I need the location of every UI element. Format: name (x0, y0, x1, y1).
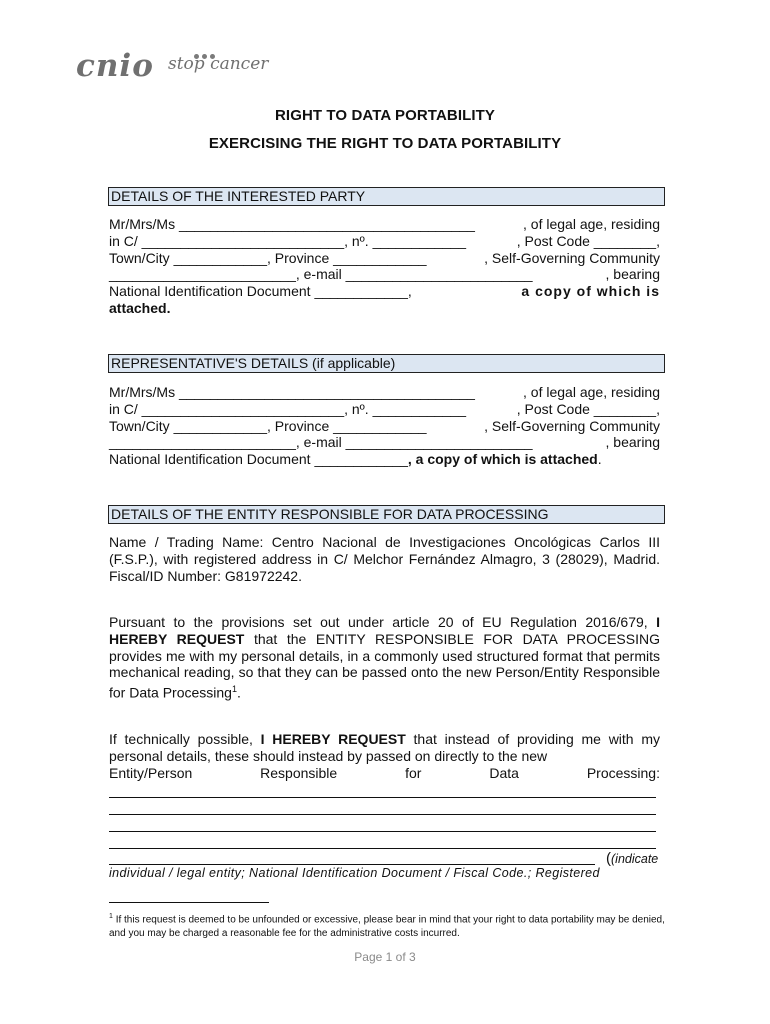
postcode-field: , Post Code ________, (516, 232, 660, 249)
request-transfer-lastline (109, 765, 660, 782)
request-text: that the ENTITY RESPONSIBLE FOR DATA PROCESSING provides me with my personal details, in a commonly used structured format that permits mechanical reading, so that they can be passed onto the new Person/Entity Responsible for Data Processing (109, 630, 660, 701)
request-portability-paragraph (109, 614, 660, 702)
logo-brand: cnio (76, 48, 154, 84)
field-row (109, 434, 660, 451)
request-text: If technically possible, (109, 731, 261, 747)
request-emphasis: I HEREBY REQUEST (260, 731, 406, 747)
field-row (109, 233, 660, 250)
field-row (109, 451, 660, 468)
postcode-field: , Post Code ________, (516, 400, 660, 417)
id-document-field: National Identification Document ____________, (109, 283, 412, 300)
request-text: that instead of providing me with my personal details, these should instead by passed on directly to the new (109, 731, 660, 764)
page-number: Page 1 of 3 (354, 950, 416, 964)
field-row (109, 283, 660, 300)
footnote-ref: 1 (231, 684, 237, 695)
period: . (236, 684, 241, 701)
request-transfer-paragraph (109, 731, 660, 765)
name-field: Mr/Mrs/Ms ______________________________________ (109, 216, 475, 232)
footnote-mark: 1 (109, 913, 113, 920)
blank-line (109, 864, 595, 865)
street-field: in C/ __________________________, nº. ____________ (109, 232, 467, 249)
blank-line (109, 848, 656, 849)
word: Processing: (586, 765, 660, 781)
section-header-representative: REPRESENTATIVE'S DETAILS (if applicable) (108, 354, 665, 373)
entity-details: Name / Trading Name: Centro Nacional de Investigaciones Oncológicas Carlos III (F.S.P.), with registered address in C/ Melchor Fernández Almagro, 3 (28029), Madrid. Fiscal/ID Number: G81972242. (109, 534, 660, 584)
field-row (109, 216, 660, 233)
representative-fields (109, 384, 660, 468)
footnote-rule (109, 902, 269, 903)
field-row (109, 418, 660, 435)
field-label: , of legal age, residing (523, 216, 660, 232)
blank-line (109, 797, 656, 798)
field-row (109, 401, 660, 418)
field-row (109, 266, 660, 283)
word: Data (489, 765, 519, 781)
justified-line (109, 765, 660, 782)
field-row (109, 250, 660, 267)
field-row (109, 384, 660, 401)
street-field: in C/ __________________________, nº. ____________ (109, 400, 467, 417)
section-header-interested-party: DETAILS OF THE INTERESTED PARTY (108, 187, 665, 206)
field-label: , Self-Governing Community (484, 417, 660, 434)
indicate-label: ((indicate (606, 850, 659, 867)
attachment-note-end: attached. (109, 299, 171, 316)
cnio-logo (76, 42, 306, 90)
blank-line (109, 831, 656, 832)
attachment-note: , a copy of which is attached (407, 451, 598, 468)
section-header-entity: DETAILS OF THE ENTITY RESPONSIBLE FOR DATA PROCESSING (108, 505, 665, 524)
request-text: Pursuant to the provisions set out under article 20 of EU Regulation 2016/679, (109, 614, 657, 630)
blank-line (109, 814, 656, 815)
interested-party-fields (109, 216, 660, 317)
indicate-text: (indicate (611, 852, 659, 866)
field-label: , of legal age, residing (523, 384, 660, 400)
footnote (109, 910, 669, 941)
field-row (109, 300, 660, 317)
email-field: ________________________, e-mail ________________________ (109, 266, 533, 283)
logo-tagline: stop cancer (168, 54, 269, 74)
word: Responsible (260, 765, 338, 781)
town-province-field: Town/City ____________, Province ____________ (109, 249, 427, 266)
indicate-instructions: individual / legal entity; National Identification Document / Fiscal Code.; Registered (109, 866, 600, 880)
field-label: , Self-Governing Community (484, 249, 660, 266)
document-title: RIGHT TO DATA PORTABILITY (275, 107, 495, 124)
email-field: ________________________, e-mail ________________________ (109, 434, 533, 451)
request-emphasis: I HEREBY REQUEST (109, 614, 660, 647)
id-document-field: National Identification Document ____________ (109, 451, 408, 468)
period: . (597, 451, 602, 468)
attachment-note: a copy of which is (521, 283, 660, 300)
footnote-text: If this request is deemed to be unfounded or excessive, please bear in mind that your right to data portability may be denied, and you may be charged a reasonable fee for the administrative costs incurred. (109, 914, 665, 940)
word: for (405, 765, 422, 781)
field-label: , bearing (605, 434, 660, 451)
town-province-field: Town/City ____________, Province ____________ (109, 417, 427, 434)
name-field: Mr/Mrs/Ms ______________________________________ (109, 384, 475, 400)
word: Entity/Person (109, 765, 193, 781)
document-subtitle: EXERCISING THE RIGHT TO DATA PORTABILITY (208, 135, 562, 152)
field-label: , bearing (605, 266, 660, 283)
